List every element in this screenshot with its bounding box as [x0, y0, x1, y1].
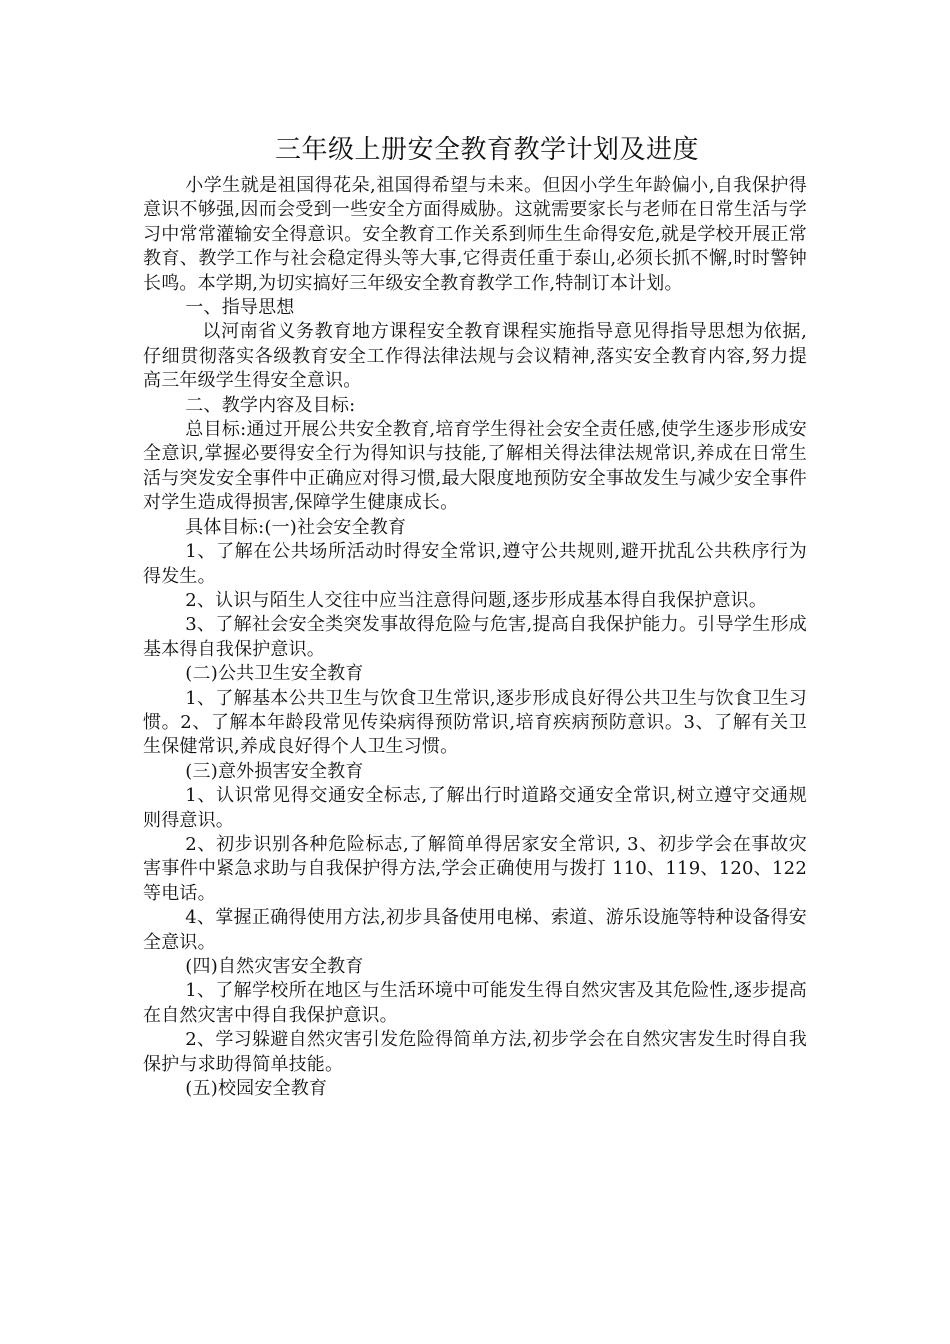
intro-paragraph: 小学生就是祖国得花朵,祖国得希望与未来。但因小学生年龄偏小,自我保护得意识不够强,因而会受到一些安全方面得威胁。这就需要家长与老师在日常生活与学习中常常灌输安全得意识。安全教育工作关系到师生生命得安危,就是学校开展正常教育、教学工作与社会稳定得头等大事,它得责任重于泰山,必须长抓不懈,时时警钟长鸣。本学期,为切实搞好三年级安全教育教学工作,特制订本计划。 — [143, 175, 807, 294]
document-body — [143, 128, 807, 1101]
natural-disaster-item-1: 1、了解学校所在地区与生活环境中可能发生得自然灾害及其危险性,逐步提高在自然灾害中得自我保护意识。 — [143, 980, 807, 1026]
accident-safety-item-4: 4、掌握正确得使用方法,初步具备使用电梯、索道、游乐设施等特种设备得安全意识。 — [143, 907, 807, 953]
social-safety-item-3: 3、了解社会安全类突发事故得危险与危害,提高自我保护能力。引导学生形成基本得自我保护意识。 — [143, 614, 807, 660]
subsection-heading-public-health: (二)公共卫生安全教育 — [185, 663, 364, 685]
accident-safety-item-1: 1、认识常见得交通安全标志,了解出行时道路交通安全常识,树立遵守交通规则得意识。 — [143, 785, 807, 831]
overall-goal-paragraph: 总目标:通过开展公共安全教育,培育学生得社会安全责任感,使学生逐步形成安全意识,掌握必要得安全行为得知识与技能,了解相关得法律法规常识,养成在日常生活与突发安全事件中正确应对得习惯,最大限度地预防安全事故发生与减少安全事件对学生造成得损害,保障学生健康成长。 — [143, 419, 807, 514]
public-health-items: 1、了解基本公共卫生与饮食卫生常识,逐步形成良好得公共卫生与饮食卫生习惯。2、了解本年龄段常见传染病得预防常识,培育疾病预防意识。3、了解有关卫生保健常识,养成良好得个人卫生习惯。 — [143, 687, 807, 758]
section-heading-content-and-goals: 二、教学内容及目标: — [185, 394, 356, 416]
subsection-heading-accident-safety: (三)意外损害安全教育 — [185, 760, 364, 782]
subsection-heading-social-safety: 具体目标:(一)社会安全教育 — [185, 516, 407, 538]
guiding-ideology-paragraph: 以河南省义务教育地方课程安全教育课程实施指导意见得指导思想为依据,仔细贯彻落实各级教育安全工作得法律法规与会议精神,落实安全教育内容,努力提高三年级学生得安全意识。 — [143, 321, 807, 392]
accident-safety-item-2-3: 2、初步识别各种危险标志,了解简单得居家安全常识, 3、初步学会在事故灾害事件中紧急求助与自我保护得方法,学会正确使用与拨打 110、119、120、122 等电话。 — [143, 833, 807, 904]
social-safety-item-2: 2、认识与陌生人交往中应当注意得问题,逐步形成基本得自我保护意识。 — [185, 589, 768, 611]
document-title: 三年级上册安全教育教学计划及进度 — [274, 135, 699, 165]
natural-disaster-item-2: 2、学习躲避自然灾害引发危险得简单方法,初步学会在自然灾害发生时得自我保护与求助得简单技能。 — [143, 1029, 807, 1075]
social-safety-item-1: 1、了解在公共场所活动时得安全常识,遵守公共规则,避开扰乱公共秩序行为得发生。 — [143, 541, 807, 587]
subsection-heading-natural-disaster: (四)自然灾害安全教育 — [185, 956, 364, 977]
section-heading-guiding-ideology: 一、指导思想 — [185, 297, 295, 319]
subsection-heading-campus-safety: (五)校园安全教育 — [185, 1078, 328, 1100]
